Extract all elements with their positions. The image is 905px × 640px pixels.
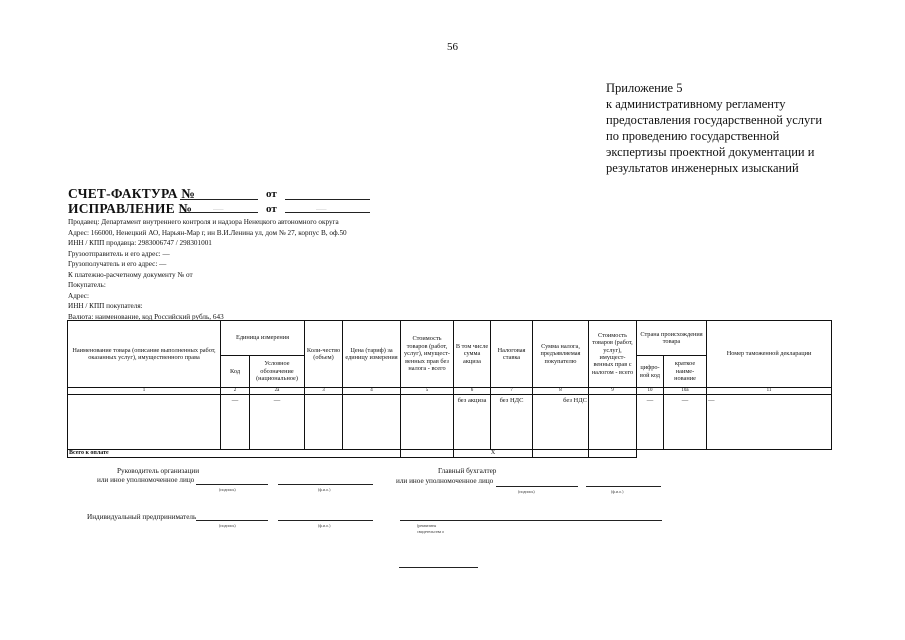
correction-number-dash: ———	[213, 207, 224, 211]
cell-price	[343, 395, 401, 450]
cell-tax-rate: без НДС	[491, 395, 533, 450]
page-number: 56	[447, 41, 458, 53]
col-num: 2	[221, 388, 250, 395]
cell-excise: без акциза	[454, 395, 491, 450]
col-num: 2а	[250, 388, 305, 395]
head-signature-caption: (подпись)	[219, 487, 236, 492]
col-num: 1	[68, 388, 221, 395]
invoice-date-blank	[285, 199, 370, 200]
accountant-signature-line	[496, 486, 578, 487]
correction-date-blank	[285, 212, 370, 213]
th-cost-with-tax: Стоимость товаров (работ, услуг), имущест-венных прав с налогом - всего	[589, 321, 637, 388]
col-num: 4	[343, 388, 401, 395]
total-cost-with-tax	[589, 450, 637, 458]
invoice-date-label: от	[266, 188, 277, 200]
requisites-caption-1: (реквизиты	[417, 523, 437, 528]
th-country: Страна происхождения товара	[637, 321, 707, 356]
entrepreneur-label: Индивидуальный предприниматель	[87, 513, 197, 521]
certificate-requisites-line	[400, 520, 662, 521]
th-unit-code: Код	[221, 356, 250, 388]
accountant-fio-caption: (ф.и.о.)	[611, 489, 624, 494]
th-price: Цена (тариф) за единицу измерения	[343, 321, 401, 388]
buyer-address-line: Адрес:	[68, 291, 89, 300]
th-country-code: цифро-вой код	[637, 356, 664, 388]
total-cost-without-tax	[401, 450, 454, 458]
accountant-label-line2: или иное уполномоченное лицо	[396, 477, 494, 485]
correction-date-label: от	[266, 203, 277, 215]
requisites-caption-2: свидетельства о	[417, 529, 445, 534]
seller-inn-line: ИНН / КПП продавца: 2983006747 / 298301001	[68, 239, 212, 247]
cell-product-name	[68, 395, 221, 450]
th-tax-rate: Налоговая ставка	[491, 321, 533, 388]
buyer-inn-line: ИНН / КПП покупателя:	[68, 302, 143, 310]
th-unit-symbol: Условное обозначение (национальное)	[250, 356, 305, 388]
total-tax-sum	[533, 450, 589, 458]
entrepreneur-signature-line	[196, 520, 268, 521]
buyer-line: Покупатель:	[68, 281, 106, 289]
th-country-name: краткое наиме-нование	[664, 356, 707, 388]
cell-tax-sum: без НДС	[533, 395, 589, 450]
cell-cost-without-tax	[401, 395, 454, 450]
accountant-fio-line	[586, 486, 661, 487]
cell-country-name: —	[664, 395, 707, 450]
col-num: 3	[305, 388, 343, 395]
payment-doc-line: К платежно-расчетному документу № от	[68, 270, 193, 279]
head-fio-line	[278, 484, 373, 485]
seller-line: Продавец: Департамент внутреннего контроля и надзора Ненецкого автономного округа	[68, 218, 339, 226]
head-label-line2: или иное уполномоченное лицо	[97, 476, 195, 484]
th-cost-without-tax: Стоимость товаров (работ, услуг), имущест-венных прав без налога - всего	[401, 321, 454, 388]
cell-quantity	[305, 395, 343, 450]
th-excise: В том числе сумма акциза	[454, 321, 491, 388]
total-row-empty	[637, 450, 832, 458]
cell-unit-code: —	[221, 395, 250, 450]
head-fio-caption: (ф.и.о.)	[318, 487, 331, 492]
th-quantity: Коли-чество (объем)	[305, 321, 343, 388]
th-tax-sum: Сумма налога, предъявляемая покупателю	[533, 321, 589, 388]
col-num: 11	[707, 388, 832, 395]
invoice-info-block	[68, 217, 668, 322]
entrepreneur-fio-caption: (ф.и.о.)	[318, 523, 331, 528]
head-label-line1: Руководитель организации	[117, 467, 200, 475]
cell-cost-with-tax	[589, 395, 637, 450]
col-num: 8	[533, 388, 589, 395]
column-numbers-row	[68, 388, 832, 395]
th-product-name: Наименование товара (описание выполненных работ, оказанных услуг), имущественного права	[68, 321, 221, 388]
cell-customs: —	[707, 395, 832, 450]
col-num: 7	[491, 388, 533, 395]
entrepreneur-fio-line	[278, 520, 373, 521]
cell-unit-symbol: —	[250, 395, 305, 450]
footer-line	[399, 567, 478, 568]
invoice-number-blank	[180, 199, 258, 200]
consignee-line: Грузополучатель и его адрес: —	[68, 260, 167, 268]
currency-line: Валюта: наименование, код Российский рубль, 643	[68, 312, 224, 321]
head-signature-line	[196, 484, 268, 485]
total-label: Всего к оплате	[68, 450, 401, 458]
total-row	[68, 450, 832, 458]
cell-country-code: —	[637, 395, 664, 450]
accountant-signature-caption: (подпись)	[518, 489, 535, 494]
col-num: 6	[454, 388, 491, 395]
col-num: 5	[401, 388, 454, 395]
th-customs-declaration: Номер таможенной декларации	[707, 321, 832, 388]
invoice-table	[67, 320, 832, 458]
appendix-note: Приложение 5 к административному регламенту предоставления государственной услуги по проведению государственной экспертизы проектной документации и результатов инженерных изысканий	[606, 81, 823, 175]
correction-date-dash: ———	[316, 207, 327, 211]
correction-title: ИСПРАВЛЕНИЕ №	[68, 201, 193, 216]
invoice-title: СЧЕТ-ФАКТУРА №	[68, 186, 196, 201]
table-row	[68, 395, 832, 450]
col-num: 9	[589, 388, 637, 395]
th-unit: Единица измерения	[221, 321, 305, 356]
shipper-line: Грузоотправитель и его адрес: —	[68, 249, 170, 258]
seller-address-line: Адрес: 166000, Ненецкий АО, Нарьян-Мар г, ин В.И.Ленина ул, дом № 27, корпус В, оф.50	[68, 228, 347, 237]
accountant-label-line1: Главный бухгалтер	[438, 467, 497, 475]
correction-number-blank	[180, 212, 258, 213]
total-excise-mark: X	[454, 450, 533, 458]
col-num: 10	[637, 388, 664, 395]
entrepreneur-signature-caption: (подпись)	[219, 523, 236, 528]
col-num: 10а	[664, 388, 707, 395]
